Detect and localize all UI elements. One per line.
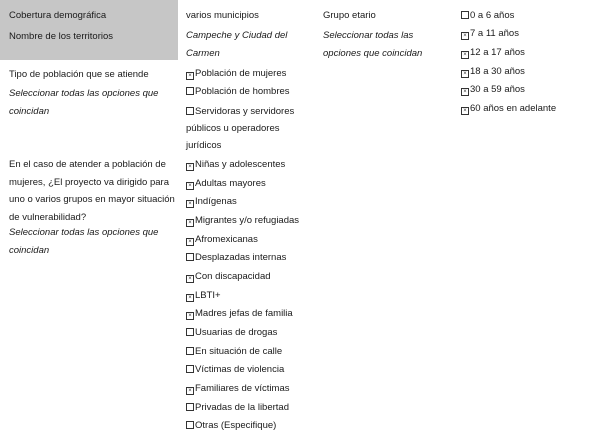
- vulnerabilidad-option[interactable]: × Madres jefas de familia: [186, 308, 293, 320]
- checkbox[interactable]: [186, 347, 194, 355]
- checkbox[interactable]: ×: [186, 387, 194, 395]
- poblacion-option[interactable]: Población de hombres: [186, 86, 290, 98]
- vulnerabilidad-option[interactable]: × LBTI+: [186, 290, 221, 302]
- checkbox[interactable]: ×: [186, 238, 194, 246]
- vulnerabilidad-option[interactable]: Usuarias de drogas: [186, 327, 277, 339]
- vulnerabilidad-instruction: Seleccionar todas las opciones que coincidan: [9, 227, 159, 256]
- poblacion-instruction: Seleccionar todas las opciones que coincidan: [9, 88, 159, 117]
- cobertura-label: Cobertura demográfica: [9, 10, 107, 21]
- vulnerabilidad-option[interactable]: Víctimas de violencia: [186, 364, 284, 376]
- checkbox[interactable]: ×: [186, 312, 194, 320]
- vulnerabilidad-option[interactable]: × Migrantes y/o refugiadas: [186, 215, 299, 227]
- checkbox[interactable]: ×: [461, 88, 469, 96]
- checkbox[interactable]: ×: [186, 182, 194, 190]
- checkbox[interactable]: ×: [461, 32, 469, 40]
- age-option[interactable]: 0 a 6 años: [461, 10, 514, 22]
- age-option[interactable]: × 60 años en adelante: [461, 103, 556, 115]
- grupo-etario-label: Grupo etario: [323, 10, 376, 21]
- checkbox[interactable]: ×: [461, 70, 469, 78]
- vulnerabilidad-option[interactable]: × Indígenas: [186, 196, 237, 208]
- vulnerabilidad-option[interactable]: × Niñas y adolescentes: [186, 159, 285, 171]
- territorios-value: Campeche y Ciudad del Carmen: [186, 30, 288, 59]
- checkbox[interactable]: ×: [461, 51, 469, 59]
- age-option[interactable]: × 30 a 59 años: [461, 84, 525, 96]
- grupo-etario-instruction: Seleccionar todas las opciones que coincidan: [323, 30, 423, 59]
- checkbox[interactable]: ×: [186, 163, 194, 171]
- vulnerabilidad-option[interactable]: En situación de calle: [186, 346, 282, 358]
- checkbox[interactable]: [461, 11, 469, 19]
- vulnerabilidad-option[interactable]: × Adultas mayores: [186, 178, 266, 190]
- age-option[interactable]: × 12 a 17 años: [461, 47, 525, 59]
- checkbox[interactable]: [186, 87, 194, 95]
- demographic-header-box: [0, 0, 178, 60]
- checkbox[interactable]: ×: [186, 72, 194, 80]
- territorios-label: Nombre de los territorios: [9, 31, 114, 42]
- vulnerabilidad-question: En el caso de atender a población de mujeres, ¿El proyecto va dirigido para uno o varios grupos en mayor situación de vulnerabilidad?: [9, 159, 175, 223]
- vulnerabilidad-option[interactable]: Privadas de la libertad: [186, 402, 289, 414]
- poblacion-option[interactable]: × Población de mujeres: [186, 68, 286, 80]
- age-option[interactable]: × 18 a 30 años: [461, 66, 525, 78]
- checkbox[interactable]: [186, 365, 194, 373]
- checkbox[interactable]: [186, 421, 194, 429]
- poblacion-question: Tipo de población que se atiende: [9, 69, 149, 80]
- vulnerabilidad-option[interactable]: Otras (Especifique): [186, 420, 276, 432]
- vulnerabilidad-option[interactable]: × Familiares de víctimas: [186, 383, 290, 395]
- age-option[interactable]: × 7 a 11 años: [461, 28, 519, 40]
- checkbox[interactable]: [186, 253, 194, 261]
- checkbox[interactable]: [186, 328, 194, 336]
- vulnerabilidad-option[interactable]: × Con discapacidad: [186, 271, 271, 283]
- checkbox[interactable]: ×: [186, 294, 194, 302]
- poblacion-option[interactable]: Servidoras y servidores públicos u operadores jurídicos: [186, 106, 295, 151]
- checkbox[interactable]: ×: [461, 107, 469, 115]
- checkbox[interactable]: ×: [186, 219, 194, 227]
- checkbox[interactable]: [186, 107, 194, 115]
- checkbox[interactable]: [186, 403, 194, 411]
- municipios-value: varios municipios: [186, 10, 259, 21]
- vulnerabilidad-option[interactable]: Desplazadas internas: [186, 252, 286, 264]
- checkbox[interactable]: ×: [186, 200, 194, 208]
- vulnerabilidad-option[interactable]: × Afromexicanas: [186, 234, 258, 246]
- checkbox[interactable]: ×: [186, 275, 194, 283]
